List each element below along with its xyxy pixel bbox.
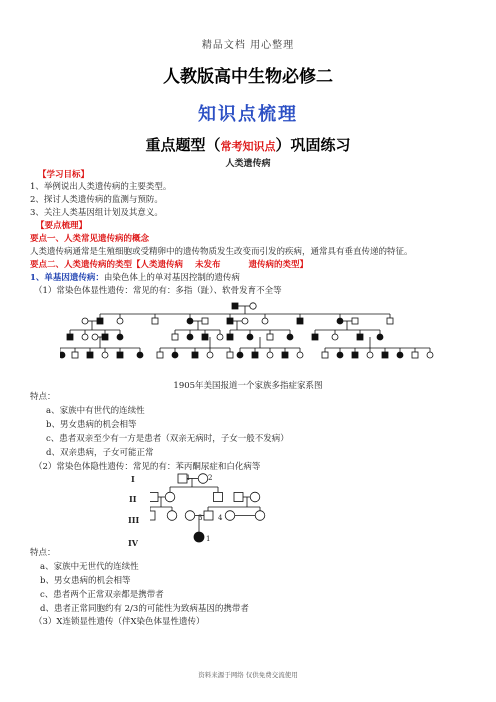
- feature1-a: a、家族中有世代的连续性: [46, 406, 145, 416]
- features1-label: 特点：: [30, 392, 56, 402]
- x-dominant-line: （3）X连锁显性遗传（伴X染色体显性遗传）: [34, 617, 205, 627]
- document-subtitle: 知识点梳理: [198, 104, 298, 125]
- point2-heading: [30, 260, 308, 271]
- ind-num-1: 1: [186, 474, 191, 482]
- autosomal-recessive-line: （2）常染色体隐性遗传：常见的有：苯丙酮尿症和白化病等: [34, 462, 261, 472]
- heading-part-b: 常考知识点: [220, 140, 276, 153]
- point1-text: 人类遗传病通常是生殖细胞或受精卵中的遗传物质发生改变而引发的疾病，通常具有垂直传递的特征。: [30, 247, 413, 257]
- feature2-b: b、男女患病的机会相等: [40, 576, 131, 586]
- section-heading: [0, 134, 496, 155]
- feature2-c: c、患者两个正常双亲都是携带者: [40, 590, 164, 600]
- pedigree-caption: 1905年美国报道一个家族多指症家系图: [173, 381, 323, 391]
- ind-num-5: 1: [206, 535, 211, 543]
- feature1-b: b、男女患病的机会相等: [46, 420, 137, 430]
- autosomal-dominant-line: （1）常染色体显性遗传：常见的有：多指（趾）、软骨发育不全等: [34, 286, 282, 296]
- goal-1: 1、举例说出人类遗传病的主要类型。: [30, 182, 172, 192]
- feature1-c: c、患者双亲至少有一方是患者（双亲无病时，子女一般不发病）: [46, 434, 289, 444]
- single-gene-line: [30, 273, 240, 284]
- goal-2: 2、探讨人类遗传病的监测与预防。: [30, 195, 163, 205]
- feature2-a: a、家族中无世代的连续性: [40, 562, 139, 572]
- goals-label: 【学习目标】: [38, 170, 90, 180]
- point2-part-c: 遗传病的类型】: [248, 260, 309, 270]
- goal-3: 3、关注人类基因组计划及其意义。: [30, 208, 163, 218]
- gen-label-4: IV: [128, 538, 138, 548]
- point1-label: 要点一、人类常见遗传病的概念: [30, 234, 150, 244]
- ind-num-3: 3: [198, 514, 203, 522]
- pedigree-chart-dominant: [60, 300, 440, 378]
- page-footer: 资料来源于网络 仅供免费交流使用: [198, 671, 298, 679]
- feature1-d: d、双亲患病，子女可能正常: [46, 448, 154, 458]
- pedigree-chart-recessive: [150, 470, 280, 545]
- gen-label-3: III: [128, 515, 140, 525]
- single-gene-label: 1、单基因遗传病：: [30, 273, 104, 283]
- points-label: 【要点梳理】: [36, 221, 88, 231]
- point2-part-a: 要点二、人类遗传病的类型【人类遗传病: [30, 260, 184, 270]
- ind-num-2: 2: [208, 474, 213, 482]
- page-header: 精品文档 用心整理: [201, 40, 295, 51]
- ind-num-4: 4: [218, 514, 223, 522]
- gen-label-2: II: [129, 494, 137, 504]
- topic-title: 人类遗传病: [225, 159, 271, 169]
- point2-part-b: 未发布: [195, 260, 221, 270]
- heading-part-a: 重点题型（: [145, 136, 221, 154]
- heading-part-c: ）巩固练习: [275, 136, 351, 154]
- document-title: 人教版高中生物必修二: [163, 67, 333, 87]
- feature2-d: d、患者正常同胞约有 2/3的可能性为致病基因的携带者: [40, 604, 249, 614]
- single-gene-text: 由染色体上的单对基因控制的遗传病: [103, 273, 240, 283]
- features2-label: 特点：: [30, 548, 56, 558]
- gen-label-1: I: [131, 474, 135, 484]
